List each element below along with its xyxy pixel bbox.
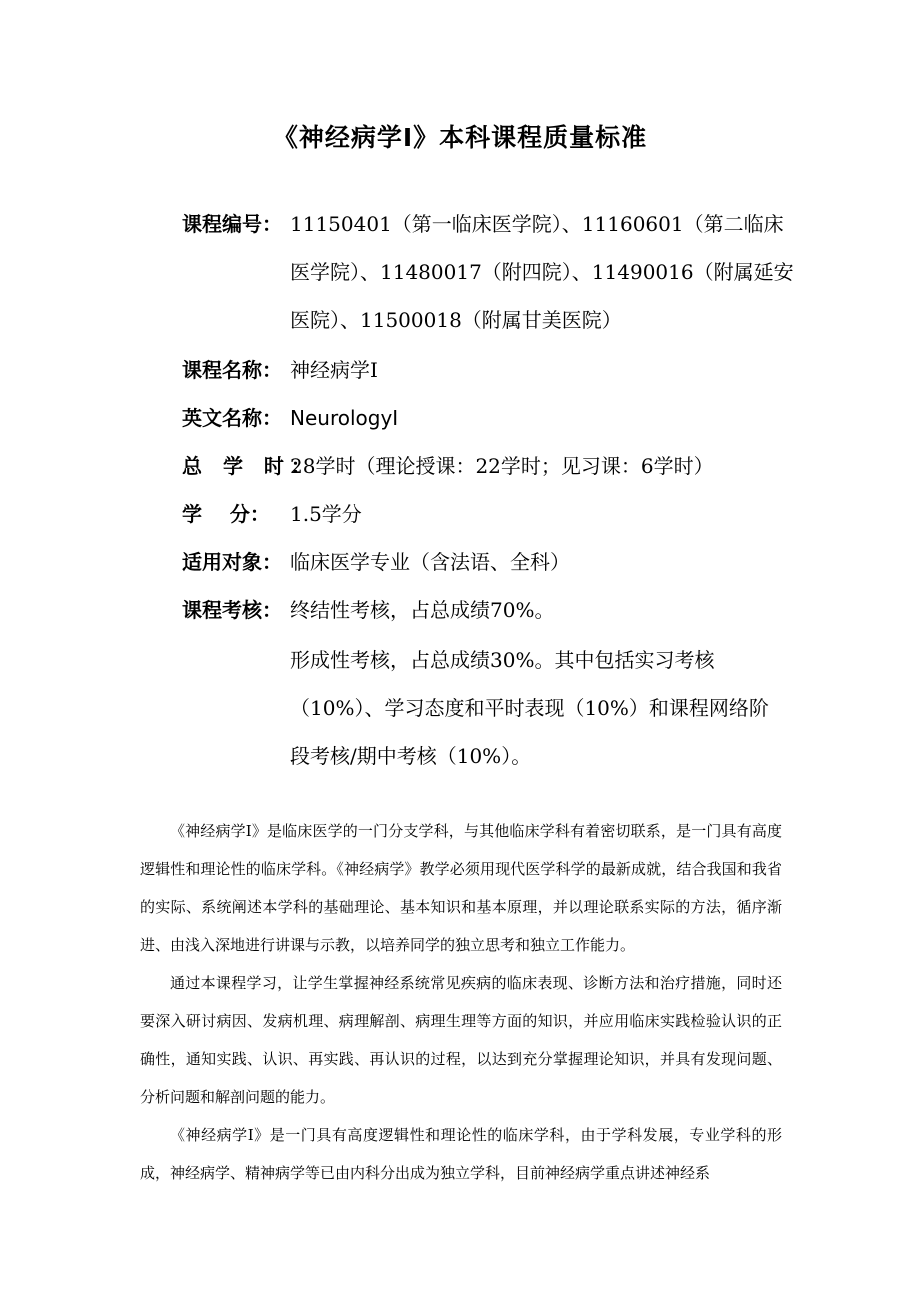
course-name-label: 课程名称： xyxy=(182,358,282,382)
course-code-line: 11150401（第一临床医学院）、11160601（第二临床 xyxy=(290,212,784,236)
course-code-label: 课程编号： xyxy=(182,212,282,236)
assessment-label: 课程考核： xyxy=(182,598,282,622)
credits-label: 学 分： xyxy=(182,502,270,526)
body-text xyxy=(140,812,782,1192)
credits-row xyxy=(182,490,792,538)
audience-label: 适用对象： xyxy=(182,550,282,574)
course-code-line: 医院）、11500018（附属甘美医院） xyxy=(290,308,622,332)
paragraph: 通过本课程学习，让学生掌握神经系统常见疾病的临床表现、诊断方法和治疗措施，同时还要深入研讨病因、发病机理、病理解剖、病理生理等方面的知识，并应用临床实践检验认识的正确性，通知实践、认识、再实践、再认识的过程，以达到充分掌握理论知识，并具有发现问题、分析问题和解剖问题的能力。 xyxy=(140,974,782,1106)
english-name-label: 英文名称： xyxy=(182,406,282,430)
audience-value: 临床医学专业（含法语、全科） xyxy=(290,550,570,574)
paragraph: 《神经病学Ⅰ》是临床医学的一门分支学科，与其他临床学科有着密切联系，是一门具有高度逻辑性和理论性的临床学科。《神经病学》教学必须用现代医学科学的最新成就，结合我国和我省的实际、系统阐述本学科的基础理论、基本知识和基本原理，并以理论联系实际的方法，循序渐进、由浅入深地进行讲课与示教，以培养同学的独立思考和独立工作能力。 xyxy=(140,822,782,954)
english-name-value: NeurologyⅠ xyxy=(290,406,399,430)
paragraph: 《神经病学Ⅰ》是一门具有高度逻辑性和理论性的临床学科，由于学科发展，专业学科的形成，神经病学、精神病学等已由内科分出成为独立学科，目前神经病学重点讲述神经系 xyxy=(140,1126,782,1182)
total-hours-value: 28学时（理论授课：22学时；见习课：6学时） xyxy=(290,454,714,478)
course-name-value: 神经病学Ⅰ xyxy=(290,358,378,382)
course-code-row xyxy=(182,200,792,344)
audience-row xyxy=(182,538,792,586)
course-code-line: 医学院）、11480017（附四院）、11490016（附属延安 xyxy=(290,260,794,284)
english-name-row xyxy=(182,394,792,442)
assessment-value: 终结性考核，占总成绩70%。 xyxy=(290,598,555,622)
credits-value: 1.5学分 xyxy=(290,502,362,526)
assessment-extra: 形成性考核，占总成绩30%。其中包括实习考核（10%）、学习态度和平时表现（10%）和课程网络阶段考核/期中考核（10%）。 xyxy=(290,648,769,768)
total-hours-label: 总 学 时： xyxy=(182,454,318,478)
document-title: 《神经病学Ⅰ》本科课程质量标准 xyxy=(272,123,648,152)
assessment-row xyxy=(182,586,792,634)
total-hours-row xyxy=(182,442,792,490)
course-name-row xyxy=(182,346,792,394)
